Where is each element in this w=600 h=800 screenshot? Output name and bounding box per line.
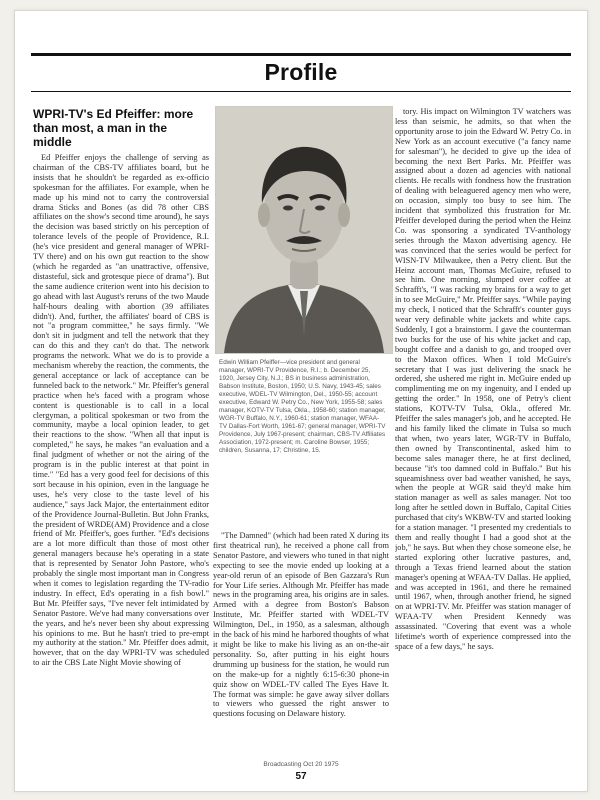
portrait-photo xyxy=(215,106,393,354)
article-headline: WPRI-TV's Ed Pfeiffer: more than most, a man in the middle xyxy=(33,107,194,149)
top-rule xyxy=(31,53,571,56)
column-1-body: Ed Pfeiffer enjoys the challenge of serving as chairman of the CBS-TV affiliates board, but he insists that he shouldn't be regarded as ex-officio spokesman for the affiliates. For example, when he made up his mind not to carry the controversial drama Sticks and Bones (as did 78 other CBS affiliates on the show's second time around), he says the decision was based strictly on his perception of tolerance levels of the people of Providence, R.I. (he's vice president and general manager of WPRI-TV there) and on his own gut reaction to the show (which he regarded as "an unattractive, offensive, distasteful, sick and grotesque piece of drama"). But the same audience criterion went into his decision to go ahead with last August's reruns of the two Maude half-hours dealing with abortion (39 affiliates didn't). And, further, the affiliates' board of CBS is not "a program committee," he says firmly. "We don't sit in judgment and tell the network that they can do this and they can't do that. The network programs the network. What we do is to provide a mechanism whereby the reaction, the comments, the general acceptance or lack of acceptance can be funneled back to the network." Mr. Pfeiffer's general practice when he's faced with a program whose content is questionable is to call in a local clergyman, a political spokesman or two from the community, maybe a local opinion leader, to get their reactions to the show. "When all that input is completed," he says, he makes "an evaluation and a final judgment of whether or not the airing of the program is in the public interest at that point in time." "Ed has a very good feel for decisions of this sort because in his opinion, even in the language he uses, he's very close to the taste level of his audience," says Jack Major, the entertainment editor of the Providence Journal-Bulletin. But John Franks, the president of WRDE(AM) Providence and a close friend of Mr. Pfeiffer's, goes further. "Ed's decisions are a lot more difficult than those of most other general managers because he's operating in a state that is represented by Senator John Pastore, who's probably the single most important man in Congress when it comes to legislation regarding the TV-radio industry. In effect, Ed's operating in a fish bowl." But Mr. Pfeiffer says, "I've never felt intimidated by Senator Pastore. We've had many conversations over the years, and he's never been shy about expressing his opinions to me. But he hasn't tried to pre-empt my authority at the station." Mr. Pfeiffer does admit, however, that on the day WPRI-TV was scheduled to air the CBS Late Night Movie showing of xyxy=(33,153,209,668)
portrait-image xyxy=(216,107,392,353)
footer-magazine: Broadcasting Oct 20 1975 xyxy=(263,761,339,768)
column-3 xyxy=(395,107,571,727)
page-number: 57 xyxy=(295,771,307,782)
column-2 xyxy=(213,531,389,731)
photo-caption: Edwin William Pfeiffer—vice president and general manager, WPRI-TV Providence, R.I.; b. December 25, 1920, Jersey City, N.J.; BS in business administration, Babson Institute, Boston, 1950; U.S. Navy, 1943-45; sales executive, WDEL-TV Wilmington, Del., 1950-55; account executive, Edward W. Petry Co., New York, 1955-58; sales manager, KOTV-TV Tulsa, Okla., 1958-60; station manager, WGR-TV Buffalo, N.Y., 1960-61; station manager, WFAA-TV Dallas-Fort Worth, 1961-67; general manager, WPRI-TV Providence, July 1967-present; chairman, CBS-TV Affiliates Association, 1972-present; m. Caroline Bowser, 1955; children, Susanna, 17; Christine, 15. xyxy=(219,359,386,454)
column-2-body: "The Damned" (which had been rated X during its first theatrical run), he received a phone call from Senator Pastore, and viewers who tuned in that night expecting to see the movie ended up looking at a year-old rerun of an episode of Ben Gazzara's Run for Your Life series. Although Mr. Pfeiffer has made news in the programing area, his origins are in sales. Armed with a degree from Boston's Babson Institute, Mr. Pfeiffer started with WDEL-TV Wilmington, Del., in 1950, as a salesman, although in the back of his mind he harbored thoughts of what it might be like to make his living as an on-the-air personality. So, after putting in his eight hours drumming up business for the station, he would run on the make-up for a nightly 6:15-6:30 phone-in quiz show on WDEL-TV called The Eyes Have It. The format was simple: he gave away silver dollars to viewers who guessed the right answer to questions focusing on Delaware history. xyxy=(213,531,389,719)
section-title: Profile xyxy=(264,59,338,85)
column-3-body: tory. His impact on Wilmington TV watchers was less than seismic, he admits, so that when the opportunity arose to join the Edward W. Petry Co. in New York as an account executive ("a fancy name for salesman"), he decided to give up the idea of becoming the next Bert Parks. Mr. Pfeiffer was assigned about a dozen ad agencies with national clients. He recalls with fondness how the frustration of dealing with beleaguered agency men who were, on occasion, simply too busy to see him. The incident that symbolized this frustration for Mr. Pfeiffer developed during the period when the Heinz Co. was sponsoring a syndicated TV-anthology series through the Maxon advertising agency. He was convinced that the series would be perfect for WISN-TV Milwaukee, then a Petry client. But the Heinz account man, Thomas McGuire, refused to see him. One morning, slumped over coffee at Schrafft's, "I was racking my brains for a way to get in to see McGuire," Mr. Pfeiffer says. "While paying my check, I noticed that the Schrafft's counter guys wear very definable white jackets and white caps. Suddenly, I got a brainstorm. I gave the counterman two bucks for the use of his white jacket and cap, bought coffee and a danish to go, and trooped over to the Maxon offices. When I told McGuire's secretary that I was just delivering the snack he ordered, she ushered me right in. McGuire ended up complimenting me on my ingenuity, and I ended up getting the order." In 1958, one of Petry's client stations, KOTV-TV Tulsa, Okla., offered Mr. Pfeiffer the sales manager's job, and he accepted. He and his family liked the climate in Tulsa so much that when, two years later, WGR-TV in Buffalo, then owned by Transcontinental, asked him to become sales manager there, he at first declined, because "it's too damned cold in Buffalo." But his squeamishness over bad weather vanished, he says, when the people at WGR said they'd make him station manager as well as sales manager. Not too long after he settled down in Buffalo, Capital Cities purchased that city's WKBW-TV and started looking for a station manager. "I presented my credentials to them and really thought I had a good shot at the job," he says. But when they chose someone else, he started exploring other lucrative pastures, and, through a Texas friend learned about the station manager's opening at WFAA-TV Dallas. He applied, and was accepted in 1961, and there he remained until 1967, when, through another friend, he signed on at WPRI-TV. Mr. Pfeiffer was station manager of WFAA-TV when President Kennedy was assassinated. "Covering that event was a whole lifetime's worth of experience compressed into the space of a few days," he says. xyxy=(395,107,571,651)
magazine-page xyxy=(14,10,588,792)
title-rule xyxy=(31,91,571,92)
column-1 xyxy=(33,107,209,727)
